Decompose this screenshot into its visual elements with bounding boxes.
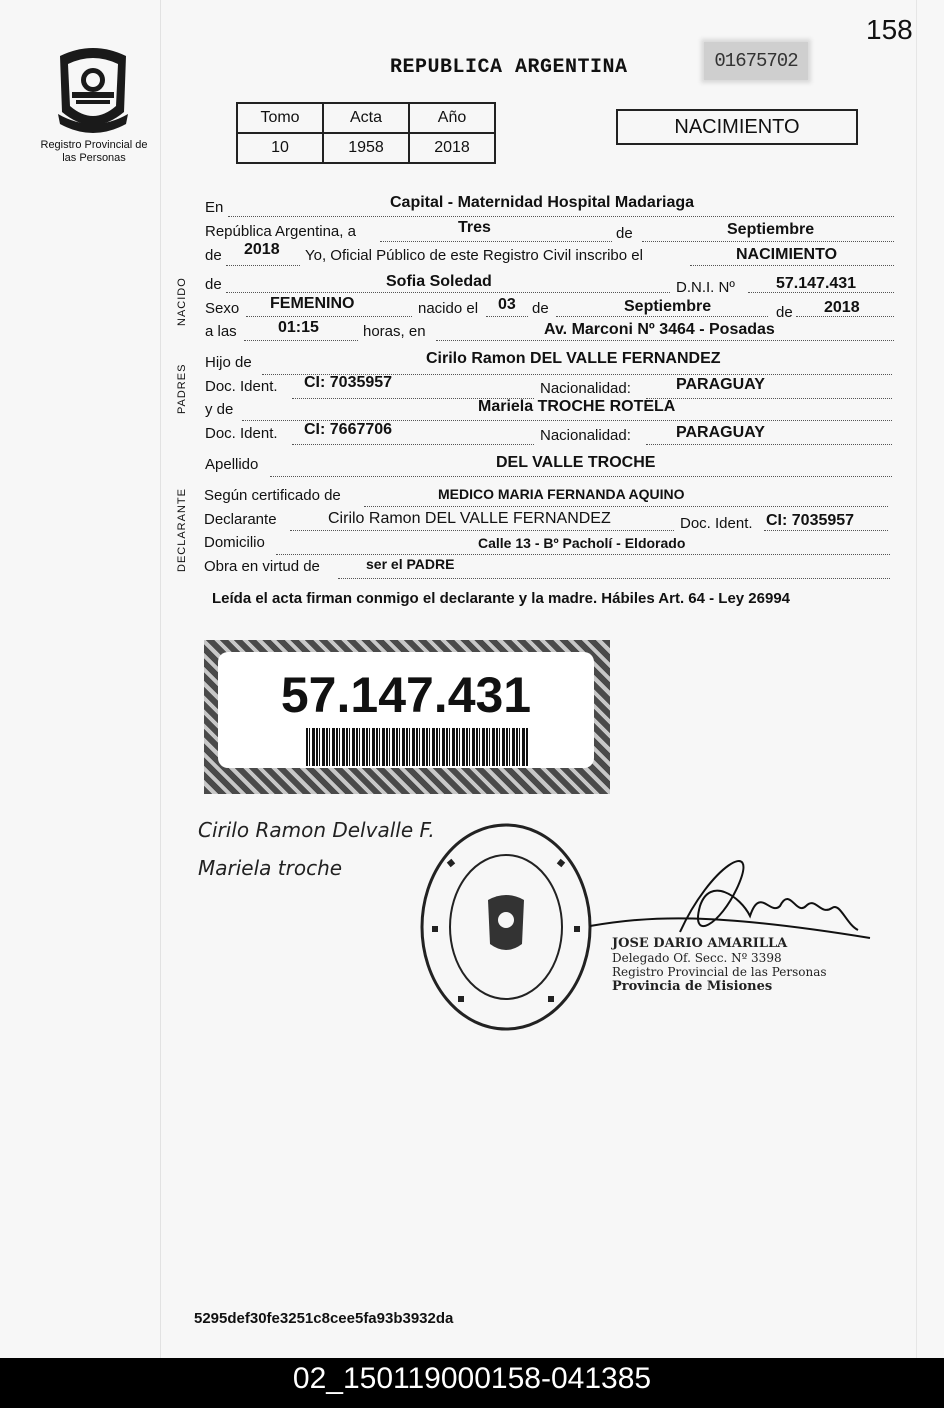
label-obra: Obra en virtud de <box>204 558 320 575</box>
label-sexo: Sexo <box>205 300 240 317</box>
field-madre-doc: CI: 7667706 <box>304 421 393 438</box>
label-segun: Según certificado de <box>204 487 341 504</box>
registry-header-acta: Acta <box>323 103 409 133</box>
document-hash: 5295def30fe3251c8cee5fa93b3932da <box>194 1310 454 1327</box>
registry-tomo: 10 <box>237 133 323 163</box>
field-domicilio-nac: Av. Marconi Nº 3464 - Posadas <box>544 321 775 338</box>
label-y-de: y de <box>205 401 234 418</box>
field-nac-mes: Septiembre <box>624 298 712 315</box>
label-a-las: a las <box>205 323 237 340</box>
field-mes: Septiembre <box>727 221 815 238</box>
field-hora: 01:15 <box>278 319 319 336</box>
field-padre-nac: PARAGUAY <box>676 376 765 393</box>
official-title: Delegado Of. Secc. Nº 3398 <box>612 951 782 965</box>
field-apellido: DEL VALLE TROCHE <box>496 454 656 471</box>
label-declarante: Declarante <box>204 511 277 528</box>
side-label-nacido: NACIDO <box>176 277 188 326</box>
field-dia: Tres <box>458 219 491 236</box>
field-certificado: MEDICO MARIA FERNANDA AQUINO <box>438 486 685 502</box>
field-domicilio: Calle 13 - Bº Pacholí - Eldorado <box>478 535 686 551</box>
official-name: JOSE DARIO AMARILLA <box>612 936 788 951</box>
label-de2: de <box>205 247 222 264</box>
agency-name: Registro Provincial de las Personas <box>40 139 148 164</box>
registry-table <box>236 102 496 164</box>
label-nacionalidad: Nacionalidad: <box>540 380 631 397</box>
label-de4: de <box>532 300 549 317</box>
field-lugar: Capital - Maternidad Hospital Madariaga <box>390 194 695 211</box>
field-padre: Cirilo Ramon DEL VALLE FERNANDEZ <box>426 350 721 367</box>
dni-sticker-label <box>218 652 594 768</box>
label-nacido-el: nacido el <box>418 300 479 317</box>
registry-seal-icon <box>418 820 594 1034</box>
field-sexo: FEMENINO <box>270 295 355 312</box>
label-nacionalidad-madre: Nacionalidad: <box>540 427 631 444</box>
field-declarante-doc: CI: 7035957 <box>766 512 855 529</box>
label-doc-ident: Doc. Ident. <box>205 378 278 395</box>
label-horas-en: horas, en <box>363 323 426 340</box>
official-office: Registro Provincial de las Personas <box>612 965 827 979</box>
field-declarante: Cirilo Ramon DEL VALLE FERNANDEZ <box>328 510 611 527</box>
document-type: NACIMIENTO <box>616 109 858 145</box>
label-en: En <box>205 199 224 216</box>
serial-number: 01675702 <box>704 42 808 80</box>
provincia-misiones-emblem-icon <box>52 42 134 138</box>
field-nombre: Sofia Soledad <box>386 273 492 290</box>
label-domicilio: Domicilio <box>204 534 265 551</box>
dotted-line <box>380 221 612 242</box>
field-obra: ser el PADRE <box>366 556 455 572</box>
country-title: REPUBLICA ARGENTINA <box>390 56 628 79</box>
field-padre-doc: CI: 7035957 <box>304 374 393 391</box>
label-republica: República Argentina, a <box>205 223 356 240</box>
official-province: Provincia de Misiones <box>612 979 773 994</box>
label-yo: Yo, Oficial Público de este Registro Civil inscribo el <box>305 247 643 264</box>
signature-madre: Mariela troche <box>198 856 343 880</box>
side-label-padres: PADRES <box>176 363 188 414</box>
field-nac-dia: 03 <box>498 296 516 313</box>
dni-sticker-number: 57.147.431 <box>280 667 532 723</box>
side-label-declarante: DECLARANTE <box>176 488 188 572</box>
legal-text: Leída el acta firman conmigo el declarante y la madre. Hábiles Art. 64 - Ley 26994 <box>212 590 791 607</box>
field-acto: NACIMIENTO <box>736 246 838 263</box>
field-madre-nac: PARAGUAY <box>676 424 765 441</box>
label-hijo-de: Hijo de <box>205 354 252 371</box>
official-signature-icon <box>570 846 880 946</box>
field-madre: Mariela TROCHE ROTELA <box>478 398 676 415</box>
registry-anio: 2018 <box>409 133 495 163</box>
field-anio: 2018 <box>244 241 280 258</box>
signature-declarante: Cirilo Ramon Delvalle F. <box>198 818 435 842</box>
label-de3: de <box>205 276 222 293</box>
label-doc-ident-madre: Doc. Ident. <box>205 425 278 442</box>
label-de5: de <box>776 304 793 321</box>
field-dni: 57.147.431 <box>776 275 857 292</box>
registry-header-anio: Año <box>409 103 495 133</box>
footer-code: 02_150119000158-041385 <box>0 1358 944 1408</box>
official-stamp <box>612 936 827 994</box>
page-number: 158 <box>866 14 913 45</box>
dni-sticker <box>204 640 610 794</box>
barcode-icon <box>306 728 528 766</box>
label-doc-ident-declarante: Doc. Ident. <box>680 515 753 532</box>
registry-header-tomo: Tomo <box>237 103 323 133</box>
label-dni: D.N.I. Nº <box>676 279 735 296</box>
field-nac-anio: 2018 <box>824 299 860 316</box>
label-de: de <box>616 225 633 242</box>
label-apellido: Apellido <box>205 456 259 473</box>
registry-acta: 1958 <box>323 133 409 163</box>
